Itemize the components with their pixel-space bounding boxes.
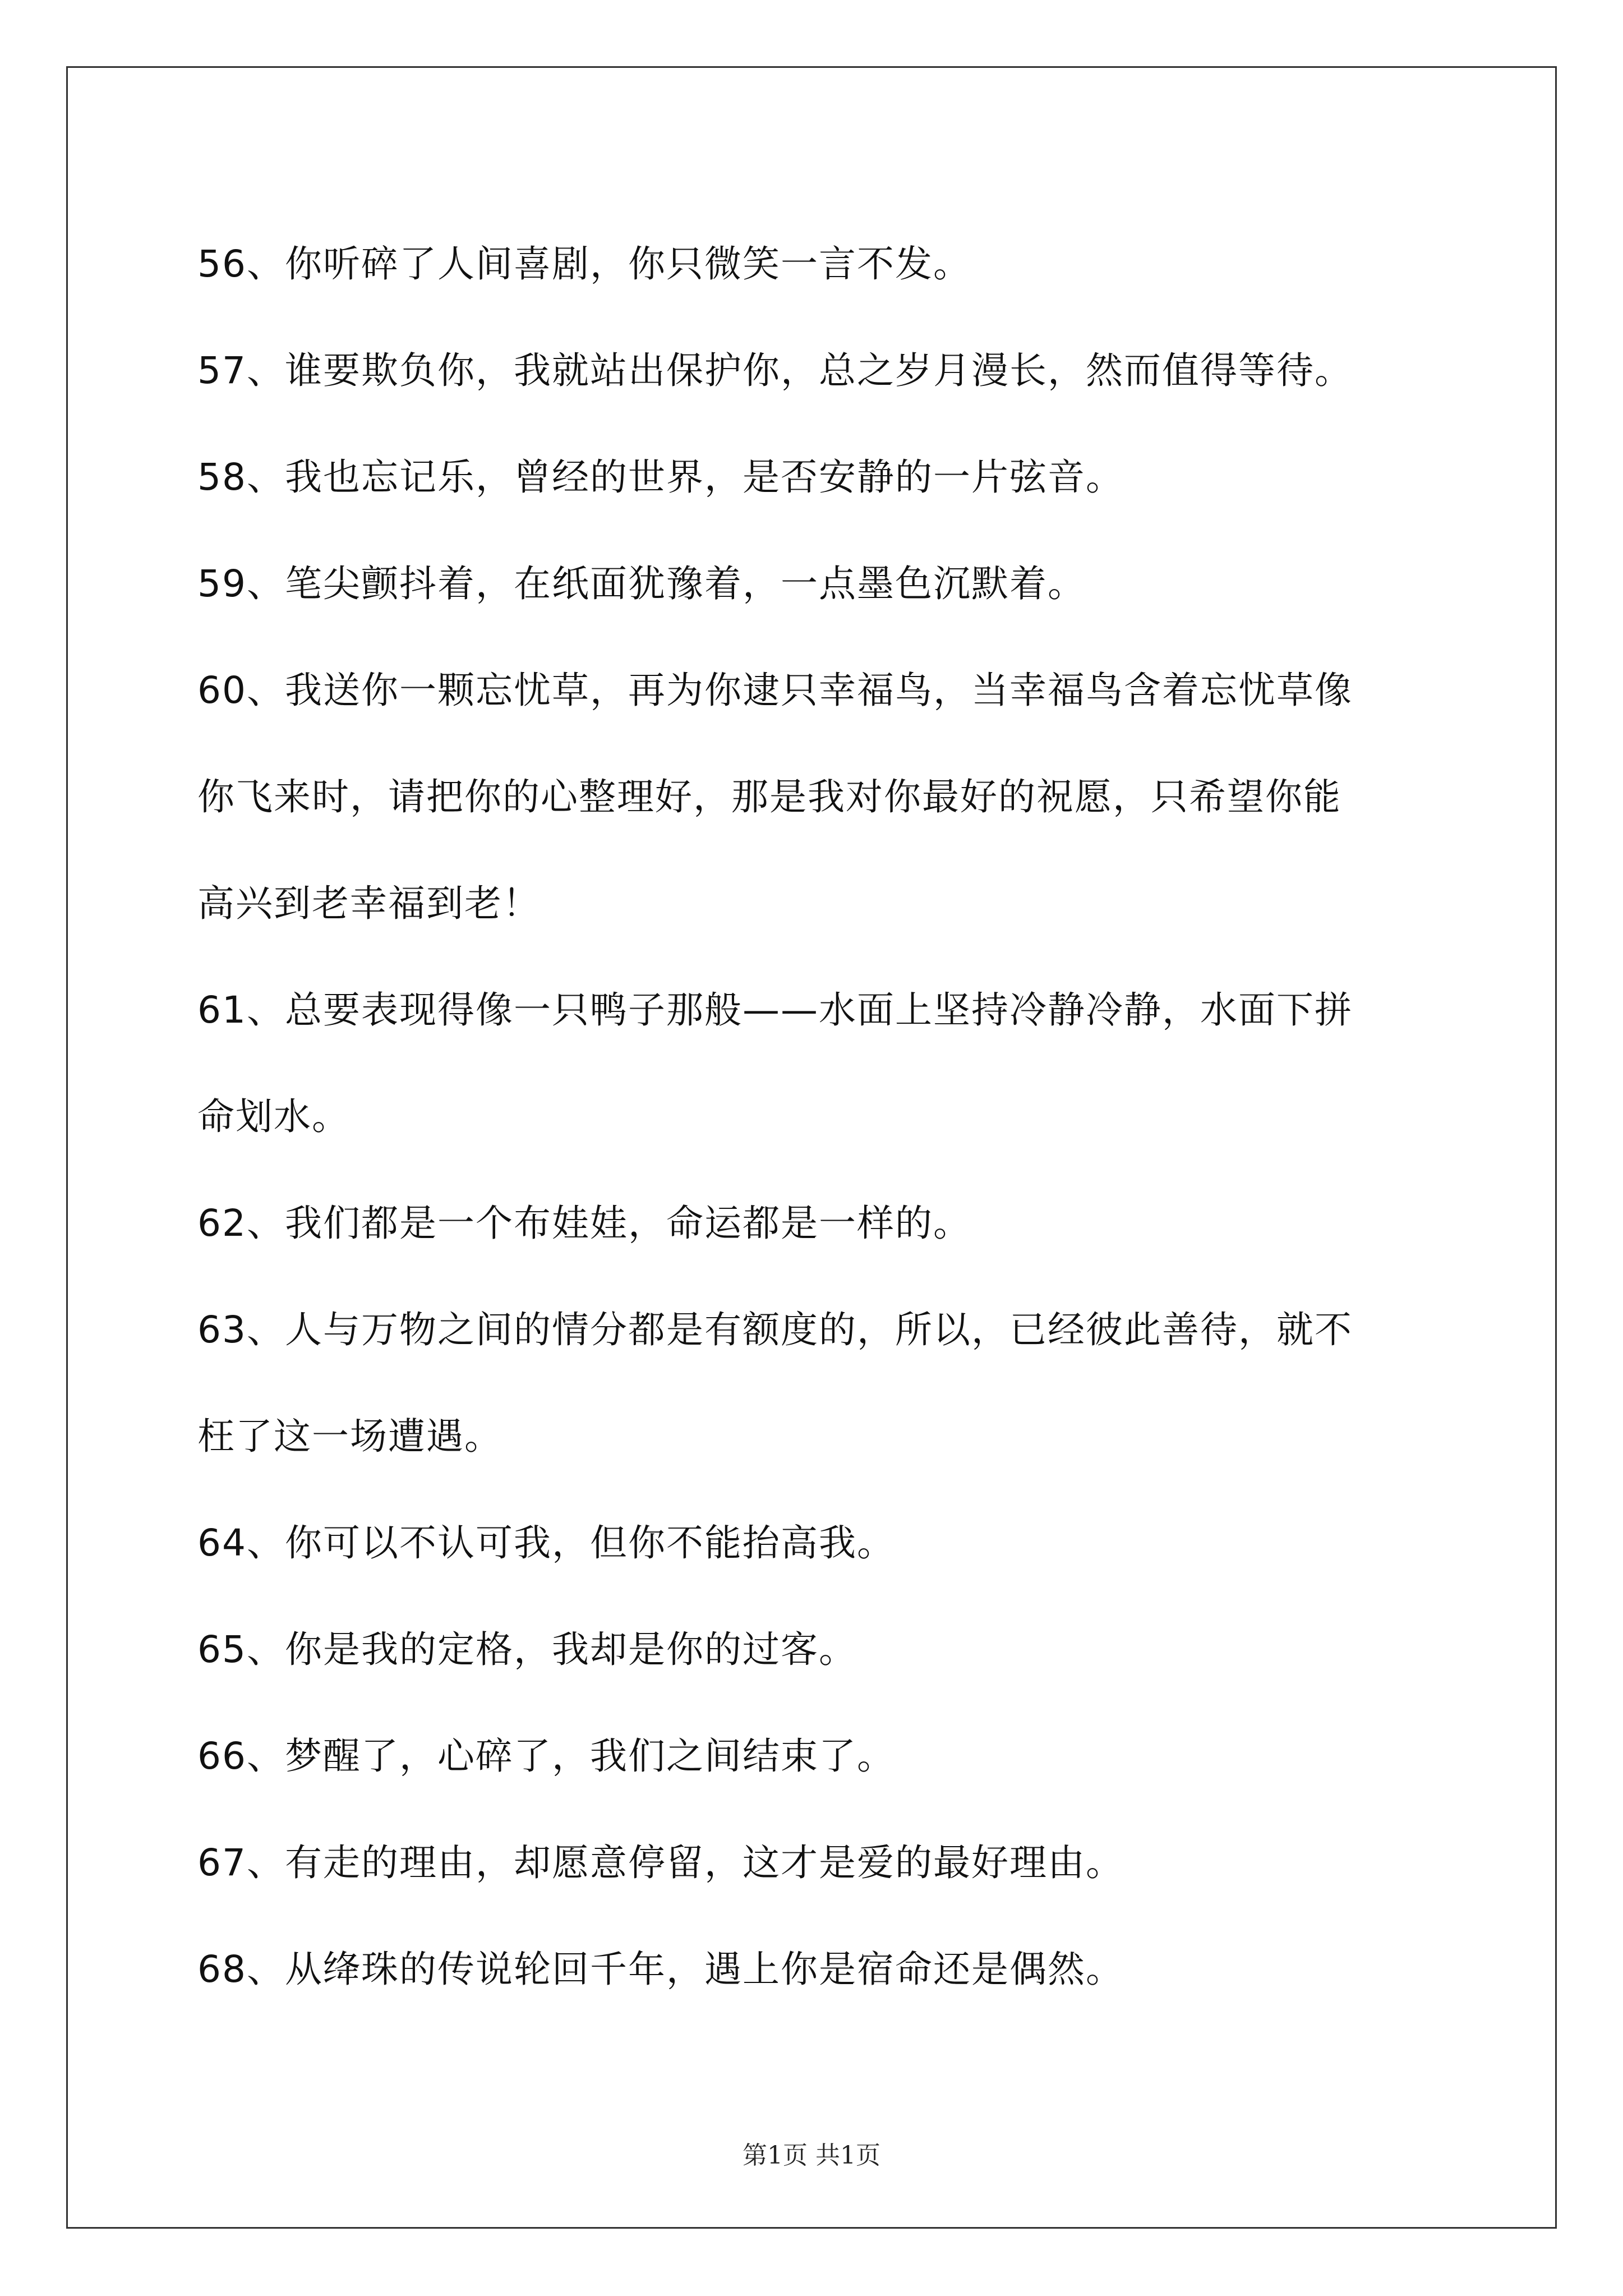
text-line: 63、人与万物之间的情分都是有额度的，所以，已经彼此善待，就不 — [197, 1308, 1353, 1351]
text-line: 66、梦醒了，心碎了，我们之间结束了。 — [197, 1734, 895, 1778]
text-line: 58、我也忘记乐，曾经的世界，是否安静的一片弦音。 — [197, 455, 1124, 499]
text-line: 61、总要表现得像一只鸭子那般——水面上坚持冷静冷静，水面下拼 — [197, 988, 1353, 1032]
text-line: 64、你可以不认可我，但你不能抬高我。 — [197, 1521, 895, 1565]
text-line: 68、从绛珠的传说轮回千年，遇上你是宿命还是偶然。 — [197, 1948, 1124, 1991]
page-number-footer: 第1页 共1页 — [743, 2141, 880, 2170]
text-line: 65、你是我的定格，我却是你的过客。 — [197, 1628, 857, 1671]
text-line: 枉了这一场遭遇。 — [197, 1415, 502, 1458]
text-line: 62、我们都是一个布娃娃，命运都是一样的。 — [197, 1202, 971, 1245]
text-line: 59、笔尖颤抖着，在纸面犹豫着，一点墨色沉默着。 — [197, 562, 1086, 605]
document-body — [197, 211, 1431, 2023]
text-line: 56、你听碎了人间喜剧，你只微笑一言不发。 — [197, 242, 971, 286]
text-line: 你飞来时，请把你的心整理好，那是我对你最好的祝愿，只希望你能 — [197, 775, 1341, 818]
text-line: 高兴到老幸福到老！ — [197, 882, 541, 925]
text-line: 60、我送你一颗忘忧草，再为你逮只幸福鸟，当幸福鸟含着忘忧草像 — [197, 669, 1353, 712]
text-line: 命划水。 — [197, 1095, 350, 1138]
text-line: 67、有走的理由，却愿意停留，这才是爱的最好理由。 — [197, 1841, 1124, 1884]
text-line: 57、谁要欺负你，我就站出保护你，总之岁月漫长，然而值得等待。 — [197, 349, 1353, 392]
